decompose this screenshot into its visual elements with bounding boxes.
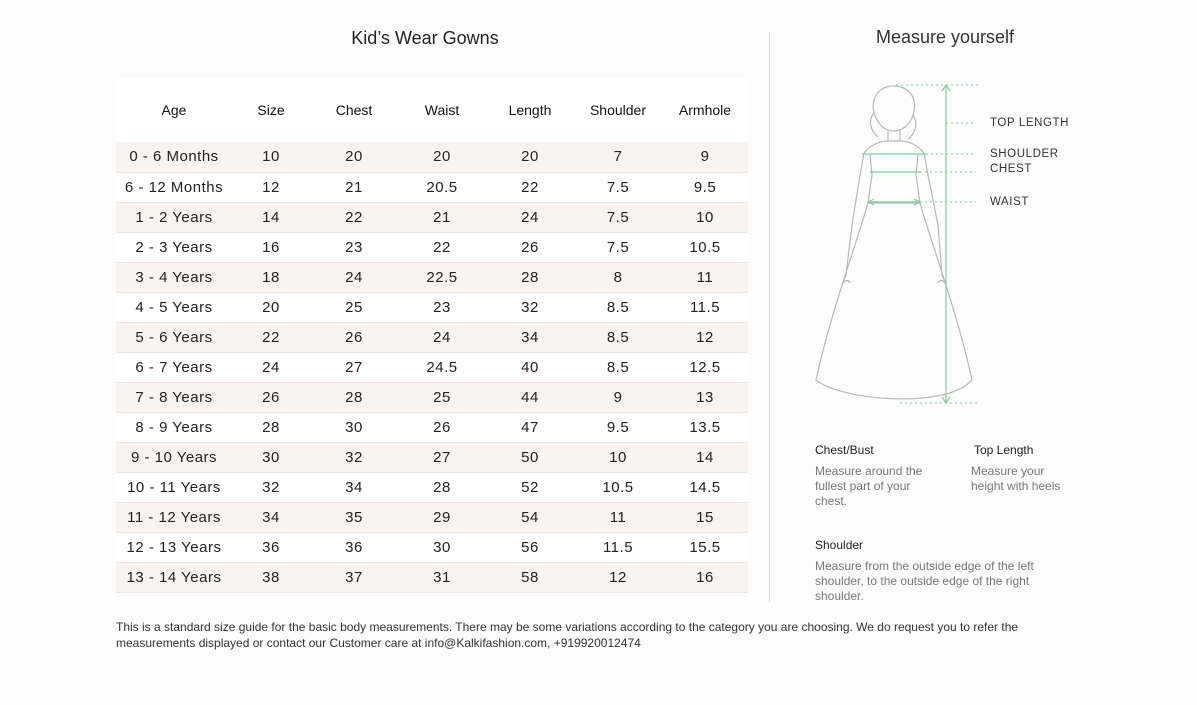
table-cell: 7 - 8 Years [116, 382, 232, 412]
table-body [116, 142, 748, 592]
table-cell: 13.5 [662, 412, 748, 442]
top-length-label: TOP LENGTH [990, 117, 1070, 129]
table-cell: 24 [398, 322, 486, 352]
column-header: Shoulder [589, 102, 647, 118]
top-length-note-text: Measure your height with heels [971, 464, 1061, 493]
table-cell: 12 [662, 322, 748, 352]
table-row [116, 202, 748, 232]
table-cell: 44 [486, 382, 574, 412]
table-cell: 4 - 5 Years [116, 292, 232, 322]
table-cell: 56 [486, 532, 574, 562]
table-cell: 32 [310, 442, 398, 472]
table-cell: 12 [232, 172, 310, 202]
table-cell: 14 [232, 202, 310, 232]
table-cell: 11 [662, 262, 748, 292]
table-cell: 11 - 12 Years [116, 502, 232, 532]
table-cell: 21 [398, 202, 486, 232]
table-cell: 36 [232, 532, 310, 562]
table-cell: 13 - 14 Years [116, 562, 232, 592]
table-cell: 9.5 [574, 412, 662, 442]
column-header: Age [161, 102, 187, 118]
table-cell: 27 [398, 442, 486, 472]
table-header-row [116, 78, 748, 142]
table-title: Kid’s Wear Gowns [351, 28, 499, 48]
column-header: Size [257, 102, 285, 118]
table-cell: 7 [574, 142, 662, 172]
table-cell: 6 - 12 Months [116, 172, 232, 202]
size-chart [116, 78, 734, 593]
table-cell: 34 [310, 472, 398, 502]
table-cell: 24 [232, 352, 310, 382]
table-row [116, 382, 748, 412]
table-cell: 31 [398, 562, 486, 592]
table-cell: 28 [232, 412, 310, 442]
table-cell: 7.5 [574, 202, 662, 232]
table-cell: 10 [232, 142, 310, 172]
table-cell: 14 [662, 442, 748, 472]
table-cell: 2 - 3 Years [116, 232, 232, 262]
table-cell: 3 - 4 Years [116, 262, 232, 292]
table-row [116, 322, 748, 352]
table-cell: 9 [662, 142, 748, 172]
chest-note-text: Measure around the fullest part of your chest. [815, 464, 923, 508]
table-cell: 16 [662, 562, 748, 592]
table-cell: 8.5 [574, 322, 662, 352]
table-cell: 23 [310, 232, 398, 262]
table-cell: 28 [398, 472, 486, 502]
table-cell: 26 [486, 232, 574, 262]
table-cell: 34 [486, 322, 574, 352]
table-cell: 26 [310, 322, 398, 352]
table-cell: 20.5 [398, 172, 486, 202]
table-cell: 30 [232, 442, 310, 472]
table-row [116, 562, 748, 592]
table-cell: 15.5 [662, 532, 748, 562]
table-cell: 15 [662, 502, 748, 532]
table-row [116, 352, 748, 382]
table-cell: 25 [310, 292, 398, 322]
table-cell: 22 [232, 322, 310, 352]
table-cell: 30 [398, 532, 486, 562]
table-cell: 40 [486, 352, 574, 382]
table-cell: 36 [310, 532, 398, 562]
table-cell: 26 [398, 412, 486, 442]
table-cell: 8 - 9 Years [116, 412, 232, 442]
table-cell: 16 [232, 232, 310, 262]
table-cell: 34 [232, 502, 310, 532]
table-row [116, 442, 748, 472]
table-cell: 7.5 [574, 172, 662, 202]
table-cell: 50 [486, 442, 574, 472]
column-header: Length [508, 102, 552, 118]
table-cell: 58 [486, 562, 574, 592]
table-cell: 22 [310, 202, 398, 232]
shoulder-note-title: Shoulder [815, 538, 864, 552]
table-row [116, 172, 748, 202]
table-row [116, 502, 748, 532]
table-cell: 0 - 6 Months [116, 142, 232, 172]
table-cell: 9 - 10 Years [116, 442, 232, 472]
table-row [116, 532, 748, 562]
table-cell: 13 [662, 382, 748, 412]
table-cell: 47 [486, 412, 574, 442]
column-header: Armhole [678, 102, 732, 118]
table-cell: 23 [398, 292, 486, 322]
table-cell: 52 [486, 472, 574, 502]
table-cell: 22 [486, 172, 574, 202]
table-cell: 14.5 [662, 472, 748, 502]
table-cell: 9 [574, 382, 662, 412]
column-header: Chest [335, 102, 373, 118]
table-cell: 1 - 2 Years [116, 202, 232, 232]
table-cell: 10 [662, 202, 748, 232]
table-cell: 18 [232, 262, 310, 292]
table-row [116, 262, 748, 292]
table-cell: 27 [310, 352, 398, 382]
vertical-divider [769, 32, 770, 602]
table-cell: 28 [486, 262, 574, 292]
table-cell: 9.5 [662, 172, 748, 202]
table-cell: 37 [310, 562, 398, 592]
measure-title: Measure yourself [875, 27, 1015, 47]
table-cell: 12 [574, 562, 662, 592]
table-cell: 20 [310, 142, 398, 172]
table-row [116, 232, 748, 262]
table-cell: 22.5 [398, 262, 486, 292]
table-cell: 6 - 7 Years [116, 352, 232, 382]
table-cell: 22 [398, 232, 486, 262]
table-cell: 12.5 [662, 352, 748, 382]
footer-note: This is a standard size guide for the basic body measurements. There may be some variations according to the category you are choosing. We do request you to refer the measurements displayed or contact our Customer care at info@Kalkifashion.com, +919920012474 [116, 620, 1019, 650]
waist-label: WAIST [990, 196, 1029, 208]
table-cell: 54 [486, 502, 574, 532]
table-row [116, 412, 748, 442]
table-cell: 11.5 [574, 532, 662, 562]
table-row [116, 292, 748, 322]
table-cell: 32 [232, 472, 310, 502]
table-cell: 24 [310, 262, 398, 292]
table-cell: 7.5 [574, 232, 662, 262]
table-cell: 10.5 [662, 232, 748, 262]
table-cell: 8.5 [574, 352, 662, 382]
table-row [116, 472, 748, 502]
table-cell: 10 - 11 Years [116, 472, 232, 502]
shoulder-note-text: Measure from the outside edge of the left shoulder, to the outside edge of the right shoulder. [815, 559, 1034, 603]
table-cell: 30 [310, 412, 398, 442]
table-cell: 10.5 [574, 472, 662, 502]
chest-label: CHEST [990, 163, 1032, 175]
table-row [116, 142, 748, 172]
table-cell: 8 [574, 262, 662, 292]
table-cell: 11 [574, 502, 662, 532]
column-header: Waist [424, 102, 460, 118]
table-cell: 32 [486, 292, 574, 322]
table-cell: 5 - 6 Years [116, 322, 232, 352]
chest-note-title: Chest/Bust [815, 443, 874, 457]
table-cell: 21 [310, 172, 398, 202]
size-table [116, 78, 748, 593]
table-cell: 24.5 [398, 352, 486, 382]
table-cell: 8.5 [574, 292, 662, 322]
table-cell: 26 [232, 382, 310, 412]
table-cell: 29 [398, 502, 486, 532]
table-cell: 20 [486, 142, 574, 172]
top-length-note-title: Top Length [974, 443, 1034, 457]
table-cell: 20 [232, 292, 310, 322]
table-cell: 25 [398, 382, 486, 412]
table-cell: 35 [310, 502, 398, 532]
table-cell: 10 [574, 442, 662, 472]
table-cell: 11.5 [662, 292, 748, 322]
table-cell: 20 [398, 142, 486, 172]
table-cell: 12 - 13 Years [116, 532, 232, 562]
table-cell: 38 [232, 562, 310, 592]
table-cell: 28 [310, 382, 398, 412]
shoulder-label: SHOULDER [990, 148, 1059, 160]
table-cell: 24 [486, 202, 574, 232]
